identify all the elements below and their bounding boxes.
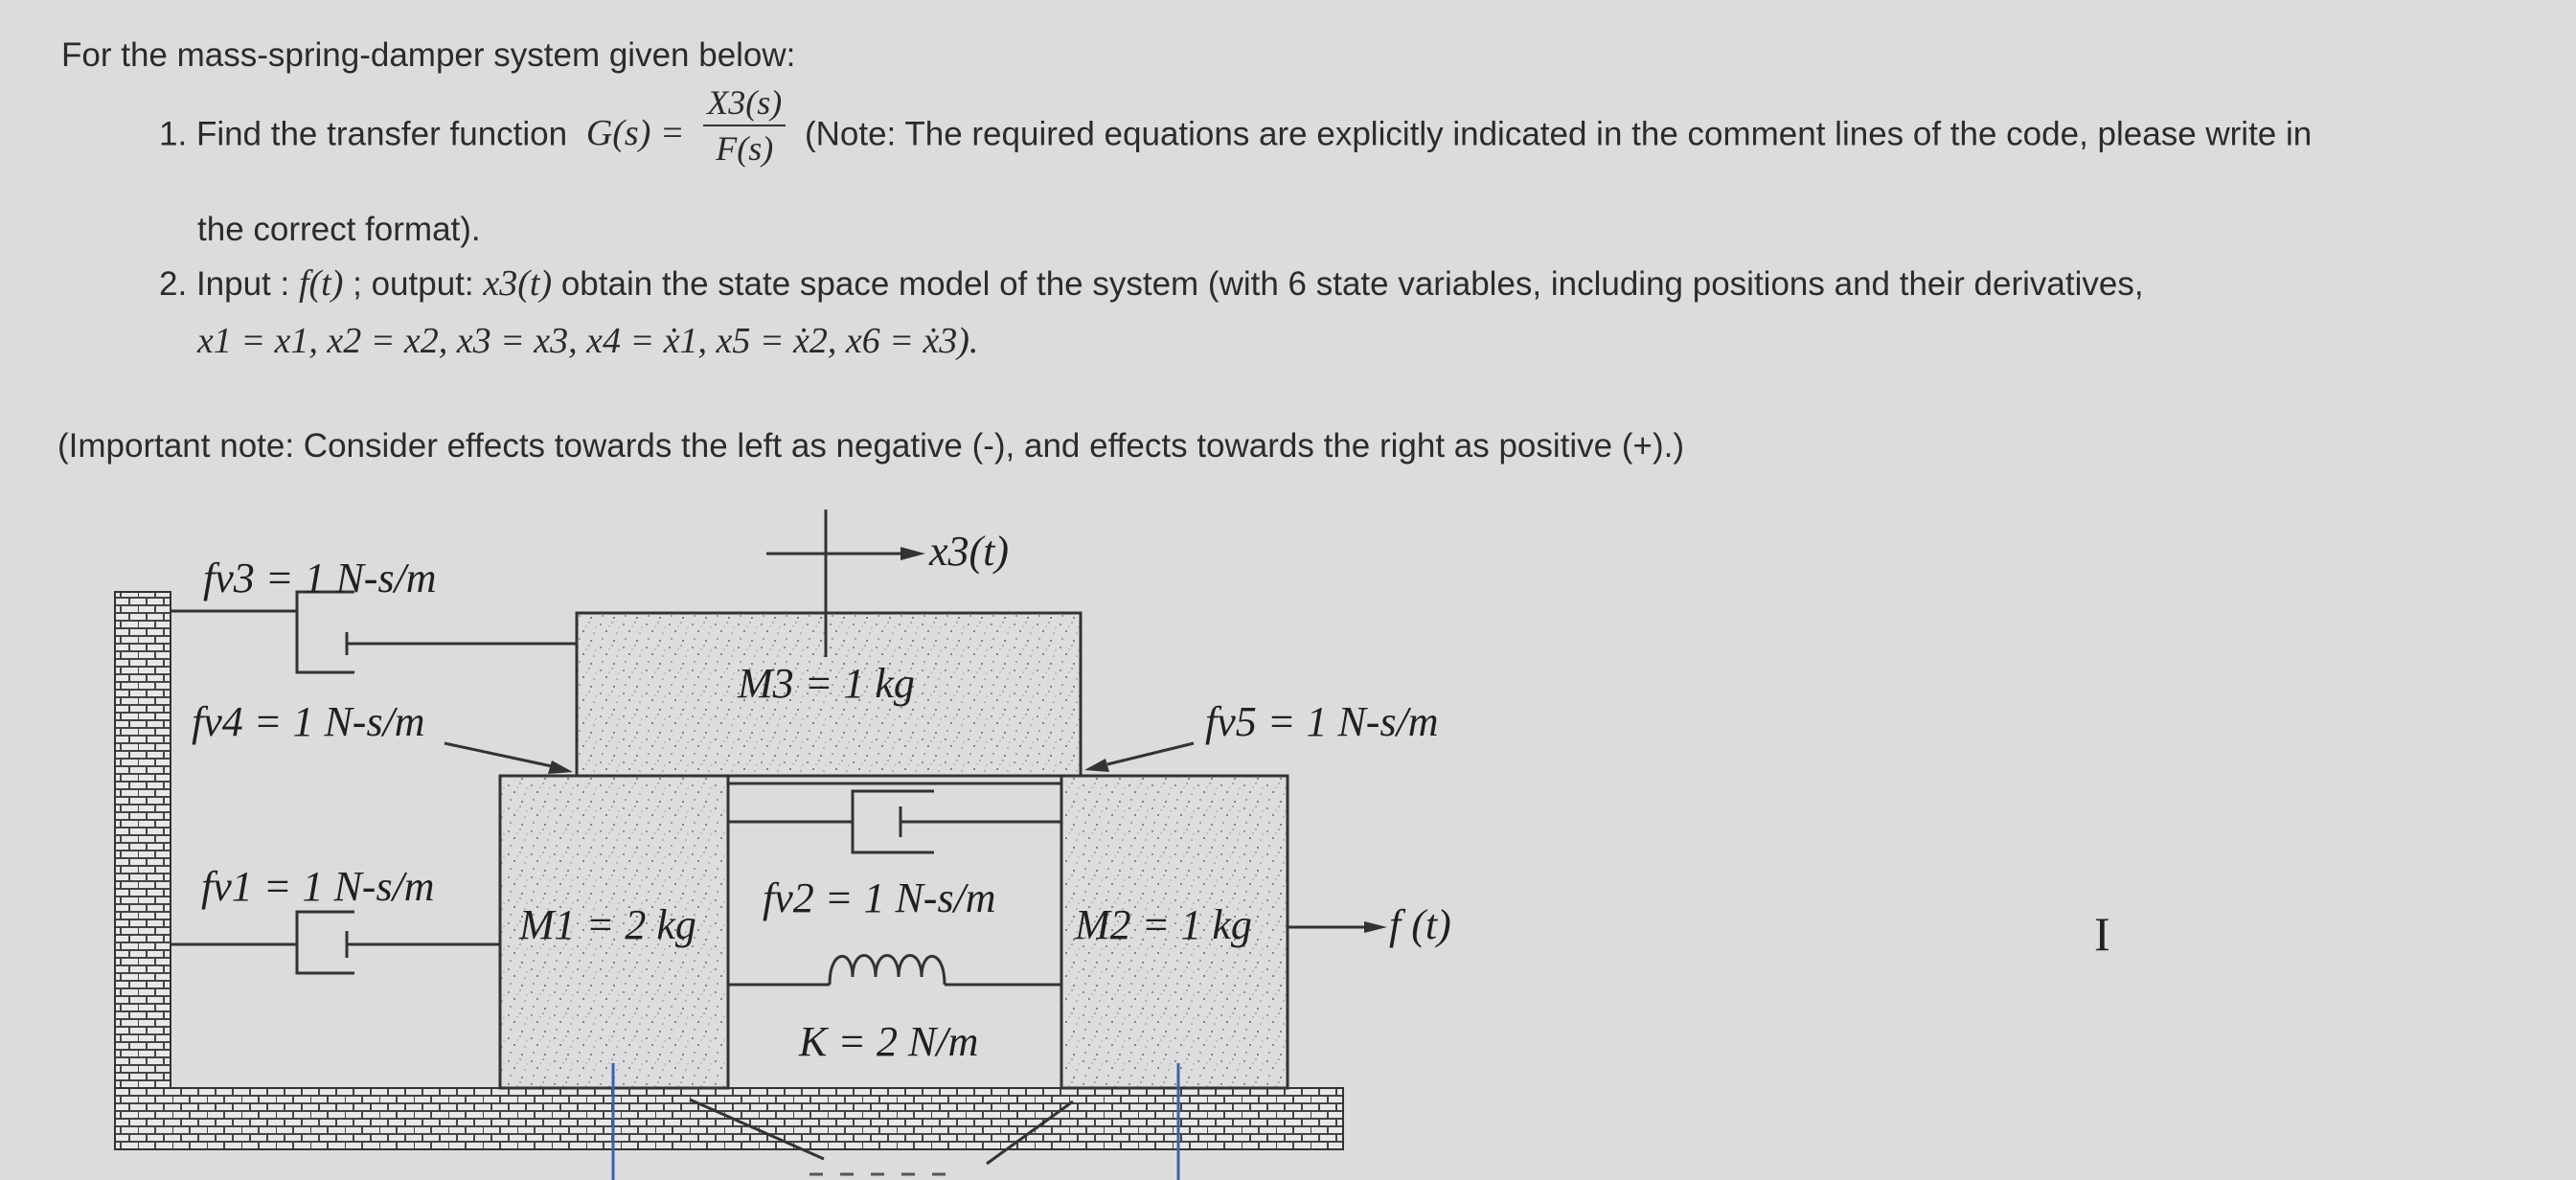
damper-fv1 — [171, 912, 500, 973]
q2-text: obtain the state space model of the system (with 6 state variables, including positions and their derivatives, — [560, 265, 2144, 303]
q2-input-label: Input : — [195, 265, 290, 303]
fv4-leader-arrow — [445, 743, 573, 774]
q1-number: 1. — [159, 115, 188, 153]
label-fv3: fv3 = 1 N-s/m — [203, 555, 437, 601]
ground-floor — [115, 1088, 1343, 1149]
label-m3: M3 = 1 kg — [738, 660, 915, 707]
q1-text: Find the transfer function — [195, 115, 568, 153]
left-wall — [115, 592, 171, 1109]
q1-lhs: G(s) = — [585, 113, 685, 154]
label-fv4: fv4 = 1 N-s/m — [192, 698, 425, 745]
force-arrow — [1288, 921, 1387, 933]
label-force: f (t) — [1389, 901, 1451, 948]
label-fv2: fv2 = 1 N-s/m — [763, 874, 996, 921]
label-x3: x3(t) — [929, 528, 1010, 575]
label-k: K = 2 N/m — [799, 1018, 979, 1065]
label-fv1: fv1 = 1 N-s/m — [201, 863, 435, 910]
intro-text: For the mass-spring-damper system given below: — [61, 36, 796, 74]
label-fv5: fv5 = 1 N-s/m — [1205, 698, 1439, 745]
label-m2: M2 = 1 kg — [1075, 901, 1252, 948]
state-variables: x1 = x1, x2 = x2, x3 = x3, x4 = ẋ1, x5 = ẋ2, x6 = ẋ3). — [197, 321, 979, 361]
label-m1: M1 = 2 kg — [519, 901, 696, 948]
fv5-leader-arrow — [1084, 743, 1194, 772]
damper-fv3 — [171, 592, 577, 672]
q2-output-label: ; output: — [353, 265, 474, 303]
fraction-denominator: F(s) — [716, 129, 774, 168]
q1-note-continued: the correct format). — [197, 211, 481, 248]
text-cursor-icon: I — [2094, 907, 2110, 961]
q2-number: 2. — [159, 265, 188, 303]
spring-k — [728, 956, 1061, 986]
fraction-numerator: X3(s) — [703, 82, 786, 126]
damper-fv2 — [728, 791, 1061, 852]
q2-output-symbol: x3(t) — [483, 263, 553, 304]
important-note: (Important note: Consider effects towards the left as negative (-), and effects towards the right as positive (+).) — [57, 427, 1684, 465]
q1-note: (Note: The required equations are explicitly indicated in the comment lines of the code, please write in — [804, 115, 2313, 153]
q2-input-symbol: f(t) — [298, 263, 344, 304]
